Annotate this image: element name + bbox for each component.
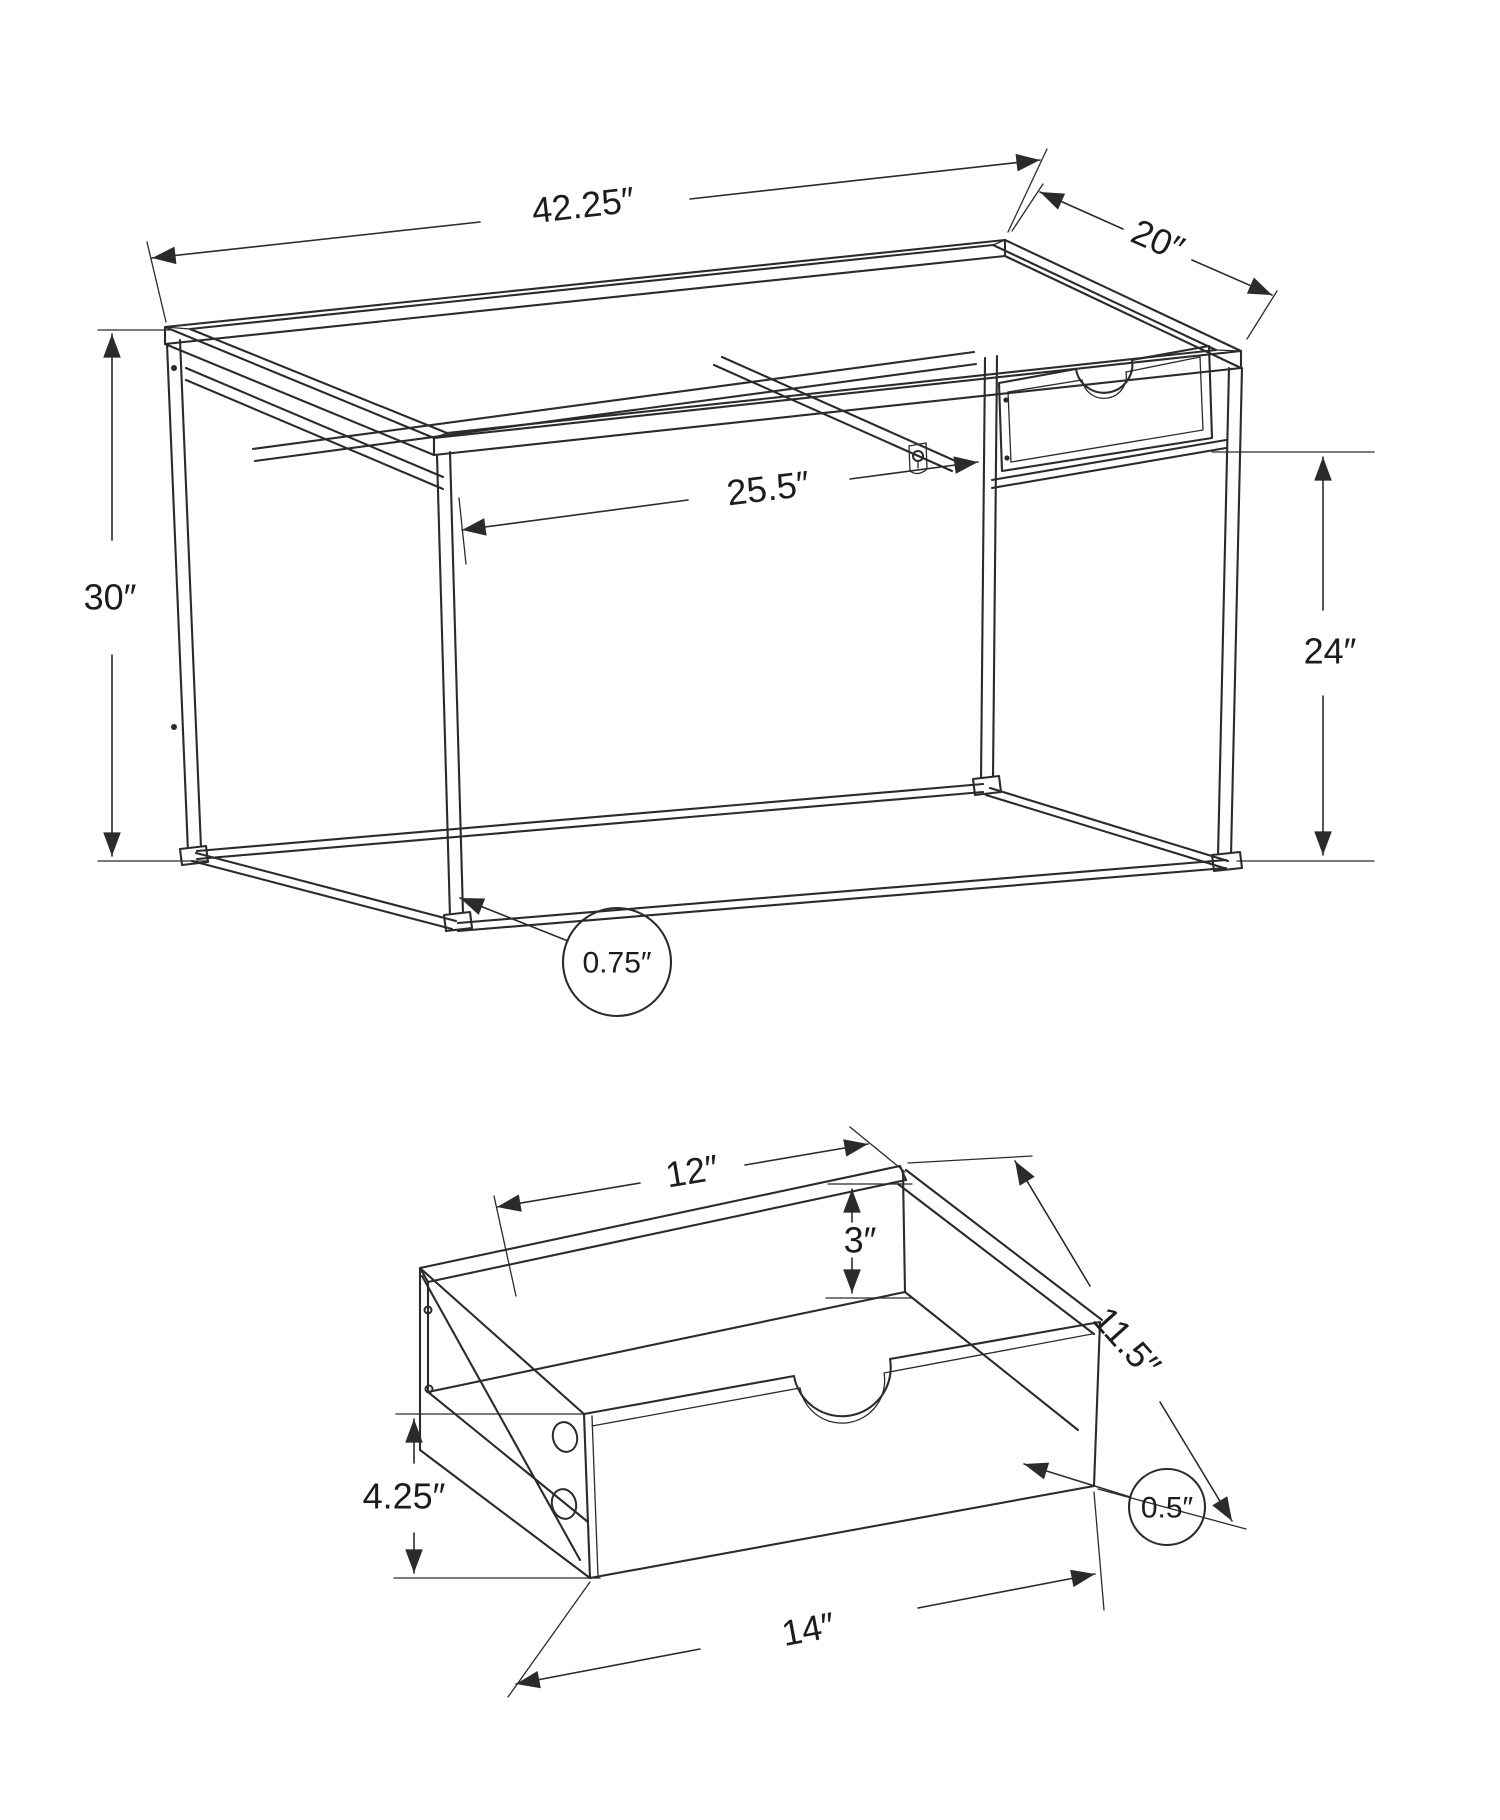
desk-drawer-front bbox=[992, 346, 1226, 488]
dim-drawer-opening-width bbox=[494, 1127, 905, 1296]
dim-label-drawer-opening: 12″ bbox=[662, 1146, 722, 1196]
drawer-back-panel bbox=[420, 1166, 906, 1392]
desk-leg-front-right bbox=[1212, 368, 1242, 871]
desk-diagram bbox=[84, 149, 1374, 1016]
desk-top-panel bbox=[165, 240, 1241, 455]
dim-label-tube-thickness: 0.75″ bbox=[582, 946, 652, 980]
drawer-front-panel bbox=[584, 1322, 1100, 1578]
dim-label-desk-knee: 25.5″ bbox=[724, 462, 812, 514]
dim-label-drawer-front-height: 4.25″ bbox=[362, 1475, 446, 1517]
callout-panel-thickness bbox=[1024, 1464, 1205, 1545]
desk-leg-front-left bbox=[437, 452, 472, 931]
dim-label-desk-height: 30″ bbox=[83, 576, 137, 618]
dim-label-desk-depth: 20″ bbox=[1125, 210, 1191, 270]
drawer-right-panel bbox=[898, 1170, 1102, 1334]
drawer-left-panel bbox=[420, 1268, 590, 1578]
dim-label-desk-under: 24″ bbox=[1303, 630, 1357, 672]
dim-drawer-back-height bbox=[826, 1184, 912, 1298]
dim-drawer-front-width bbox=[508, 1492, 1104, 1697]
dim-label-drawer-depth: 11.5″ bbox=[1084, 1298, 1170, 1386]
dim-drawer-depth bbox=[908, 1156, 1246, 1529]
drawer-floor bbox=[428, 1292, 1078, 1522]
dim-desk-height bbox=[84, 330, 208, 861]
desk-leg-back-left bbox=[167, 340, 208, 865]
desk-bottom-rails bbox=[192, 784, 1228, 931]
dim-label-drawer-front-width: 14″ bbox=[778, 1604, 838, 1654]
dim-label-drawer-back-height: 3″ bbox=[843, 1219, 877, 1261]
dim-label-panel-thickness: 0.5″ bbox=[1140, 1491, 1194, 1525]
dim-desk-width bbox=[147, 149, 1047, 322]
dim-label-desk-width: 42.25″ bbox=[529, 178, 637, 232]
desk-leg-back-right bbox=[973, 356, 1001, 795]
desk-back-braces bbox=[253, 352, 976, 471]
drawer-diagram bbox=[363, 1127, 1246, 1697]
dim-desk-knee-clearance bbox=[459, 462, 978, 564]
